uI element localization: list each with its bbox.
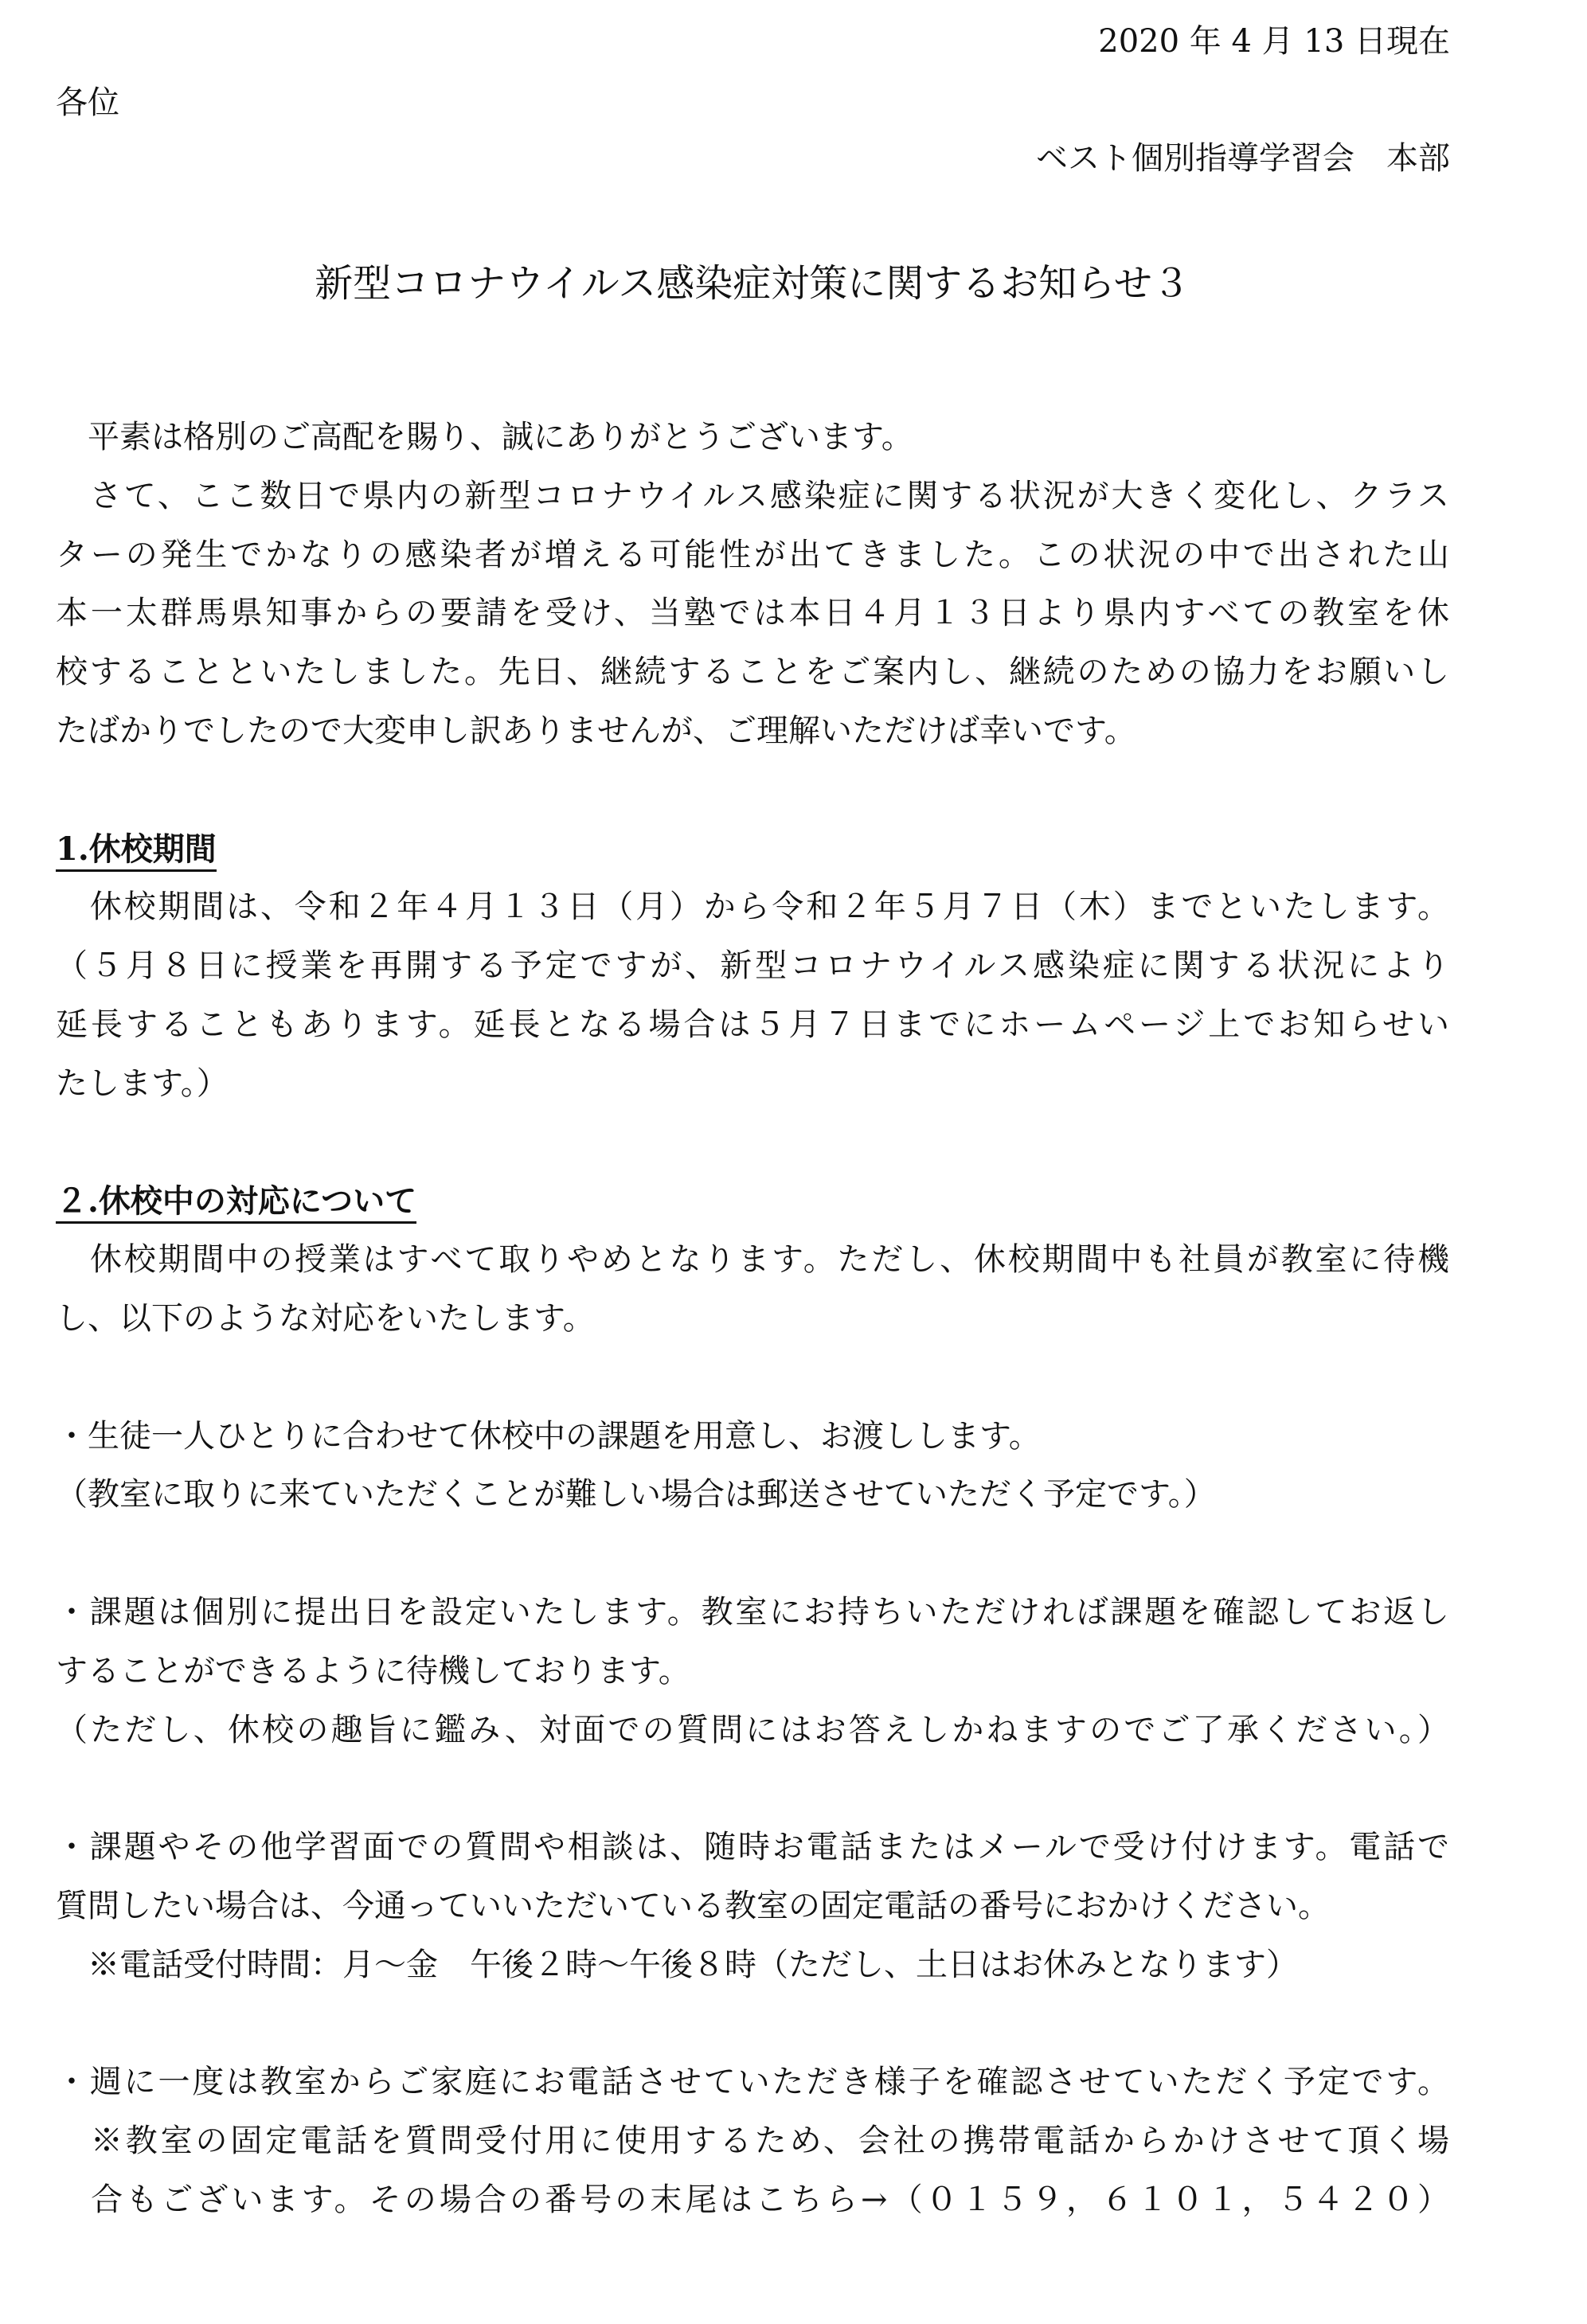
section2-line: し、以下のような対応をいたします。 (56, 1299, 595, 1337)
document-title: 新型コロナウイルス感染症対策に関するお知らせ３ (315, 261, 1190, 306)
bullet-line: （ただし、休校の趣旨に鑑み、対面での質問にはお答えしかねますのでご了承ください。） (56, 1711, 1449, 1748)
document-date: 2020 年 4 月 13 日現在 (1098, 23, 1450, 60)
section1-line: 休校期間は、令和２年４月１３日（月）から令和２年５月７日（木）までといたします。 (56, 889, 1449, 926)
section2-heading (56, 1172, 1449, 1231)
sender: ベスト個別指導学習会 本部 (1036, 140, 1450, 177)
bullet-line: ・課題は個別に提出日を設定いたします。教室にお持ちいただければ課題を確認してお返し (56, 1593, 1449, 1631)
intro-line: たばかりでしたので大変申し訳ありませんが、ご理解いただけば幸いです。 (56, 712, 1136, 749)
document-body (56, 408, 1449, 2230)
bullet-line: ・週に一度は教室からご家庭にお電話させていただき様子を確認させていただく予定です。 (56, 2064, 1449, 2101)
bullet-line: ※教室の固定電話を質問受付用に使用するため、会社の携帯電話からかけさせて頂く場 (56, 2123, 1449, 2160)
section1-heading (56, 820, 1449, 879)
section2-line: 休校期間中の授業はすべて取りやめとなります。ただし、休校期間中も社員が教室に待機 (56, 1241, 1449, 1279)
addressee: 各位 (56, 84, 119, 121)
bullet-line: することができるように待機しております。 (56, 1652, 690, 1689)
intro-line: さて、ここ数日で県内の新型コロナウイルス感染症に関する状況が大きく変化し、クラス (56, 477, 1449, 514)
bullet-line: （教室に取りに来ていただくことが難しい場合は郵送させていただく予定です。） (56, 1476, 1216, 1514)
bullet-line: ・課題やその他学習面での質問や相談は、随時お電話またはメールで受け付けます。電話で (56, 1829, 1449, 1866)
section1-heading-text: 1.休校期間 (56, 830, 217, 872)
intro-line: 本一太群馬県知事からの要請を受け、当塾では本日４月１３日より県内すべての教室を休 (56, 595, 1449, 632)
section1-line: たします。） (56, 1064, 229, 1102)
intro-line: 平素は格別のご高配を賜り、誠にありがとうございます。 (56, 419, 913, 455)
section2-heading-text: ２.休校中の対応について (56, 1182, 416, 1224)
bullet-line: ・生徒一人ひとりに合わせて休校中の課題を用意し、お渡しします。 (56, 1417, 1041, 1455)
intro-line: ターの発生でかなりの感染者が増える可能性が出てきました。この状況の中で出された山 (56, 536, 1449, 573)
intro-line: 校することといたしました。先日、継続することをご案内し、継続のための協力をお願いし (56, 654, 1449, 691)
phone-hours-note: ※電話受付時間：月～金 午後２時～午後８時（ただし、土日はお休みとなります） (56, 1946, 1298, 1983)
section1-line: （５月８日に授業を再開する予定ですが、新型コロナウイルス感染症に関する状況により (56, 947, 1449, 985)
bullet-line: 質問したい場合は、今通っていいただいている教室の固定電話の番号におかけください。 (56, 1887, 1330, 1924)
section1-line: 延長することもあります。延長となる場合は５月７日までにホームページ上でお知らせい (56, 1006, 1449, 1043)
phone-number-note: 合もございます。その場合の番号の末尾はこちら→（０１５９，６１０１，５４２０） (56, 2181, 1449, 2218)
